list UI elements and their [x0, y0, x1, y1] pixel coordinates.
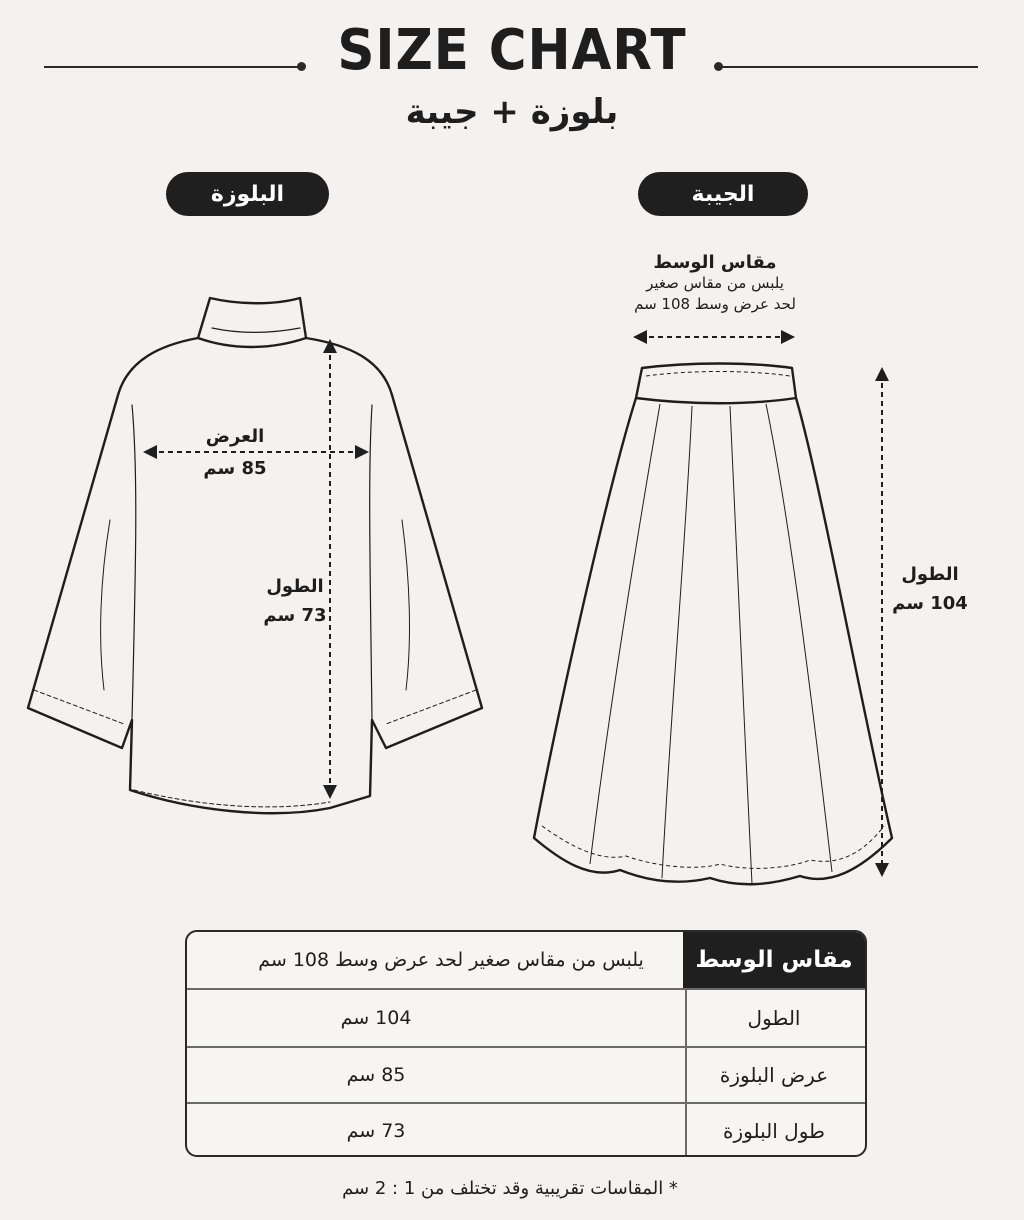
blouse-width-label: العرض: [205, 426, 265, 447]
table-row: [187, 988, 865, 1046]
table-row-value: 73 سم: [346, 1120, 406, 1142]
skirt-length-value: 104 سم: [892, 593, 968, 614]
skirt-length-label: الطول: [901, 564, 959, 585]
table-row: [187, 1102, 865, 1157]
skirt-waist-label: مقاس الوسط: [653, 252, 777, 273]
table-row-value: يلبس من مقاس صغير لحد عرض وسط 108 سم: [258, 949, 644, 971]
table-row-label: الطول: [747, 1006, 801, 1030]
skirt-waist-note-1: يلبس من مقاس صغير: [646, 274, 784, 292]
skirt-tab: الجيبة: [638, 172, 808, 216]
table-row: [187, 1046, 865, 1102]
table-row-value: 85 سم: [346, 1064, 406, 1086]
page-title: SIZE CHART: [337, 18, 687, 83]
skirt-waist-note-2: لحد عرض وسط 108 سم: [634, 295, 796, 313]
table-row-label: مقاس الوسط: [683, 932, 865, 988]
blouse-illustration: [28, 298, 482, 813]
table-row: [187, 932, 865, 988]
page-subtitle: بلوزة + جيبة: [405, 92, 619, 132]
size-table: [185, 930, 867, 1157]
blouse-width-value: 85 سم: [203, 458, 267, 479]
skirt-illustration: [534, 364, 892, 885]
blouse-tab: البلوزة: [166, 172, 329, 216]
table-row-value: 104 سم: [340, 1007, 412, 1029]
table-row-label: عرض البلوزة: [719, 1063, 829, 1087]
footnote: * المقاسات تقريبية وقد تختلف من 1 : 2 سم: [342, 1178, 678, 1199]
table-row-label: طول البلوزة: [723, 1119, 825, 1143]
blouse-length-value: 73 سم: [263, 605, 327, 626]
blouse-length-label: الطول: [266, 576, 324, 597]
